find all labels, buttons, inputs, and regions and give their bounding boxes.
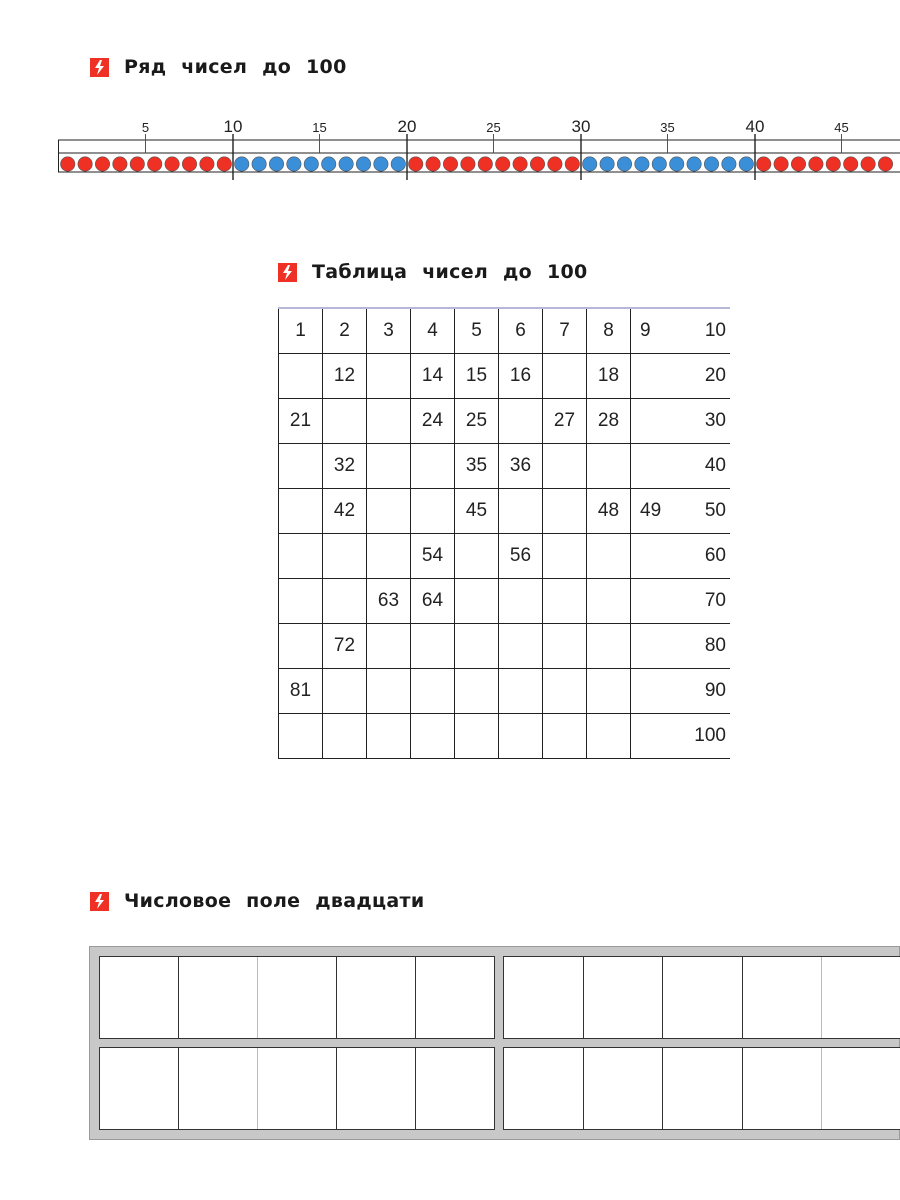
ruler-dot	[235, 157, 249, 171]
table-cell	[279, 489, 323, 534]
ruler-minor-label: 15	[312, 120, 327, 135]
ruler-dot	[269, 157, 283, 171]
field-cell	[337, 1048, 416, 1129]
table-cell	[499, 489, 543, 534]
ruler-dot	[861, 157, 875, 171]
table-cell: 32	[323, 444, 367, 489]
ruler-dot	[78, 157, 92, 171]
table-cell	[279, 714, 323, 759]
table-cell	[323, 714, 367, 759]
table-cell	[499, 579, 543, 624]
table-cell: 56	[499, 534, 543, 579]
ruler-dot	[826, 157, 840, 171]
table-cell	[323, 669, 367, 714]
table-cell: 16	[499, 354, 543, 399]
table-cell	[455, 579, 499, 624]
table-cell	[411, 444, 455, 489]
ruler-dot	[670, 157, 684, 171]
ruler-dot	[304, 157, 318, 171]
table-cell	[279, 444, 323, 489]
table-cell	[587, 579, 631, 624]
table-cell	[455, 669, 499, 714]
field-cell	[822, 1048, 900, 1129]
table-cell	[543, 444, 587, 489]
table-row	[279, 399, 731, 444]
table-cell: 50	[683, 489, 730, 534]
ruler-dot	[739, 157, 753, 171]
field-frame-bottom-left	[99, 1047, 495, 1130]
table-cell: 4	[411, 308, 455, 354]
table-cell: 72	[323, 624, 367, 669]
twenty-field	[89, 946, 900, 1140]
number-ruler	[58, 112, 900, 182]
table-cell: 81	[279, 669, 323, 714]
table-cell: 24	[411, 399, 455, 444]
table-cell: 63	[367, 579, 411, 624]
field-cell	[337, 957, 416, 1038]
table-cell	[367, 354, 411, 399]
table-cell: 15	[455, 354, 499, 399]
ruler-dot	[617, 157, 631, 171]
ruler-dot	[565, 157, 579, 171]
table-cell	[499, 669, 543, 714]
ruler-dot	[356, 157, 370, 171]
table-cell	[411, 624, 455, 669]
table-cell	[499, 624, 543, 669]
table-cell	[543, 534, 587, 579]
table-cell	[411, 714, 455, 759]
table-cell	[323, 534, 367, 579]
table-cell: 7	[543, 308, 587, 354]
number-table-title: Таблица чисел до 100	[312, 261, 588, 283]
table-cell	[323, 399, 367, 444]
table-cell: 40	[683, 444, 730, 489]
number-field-title: Числовое поле двадцати	[124, 890, 425, 912]
ruler-major-label: 40	[745, 117, 765, 136]
ruler-dot	[113, 157, 127, 171]
table-cell: 3	[367, 308, 411, 354]
ruler-dot	[148, 157, 162, 171]
table-cell	[455, 534, 499, 579]
table-row	[279, 534, 731, 579]
ruler-dot	[548, 157, 562, 171]
ruler-dot	[635, 157, 649, 171]
table-cell: 21	[279, 399, 323, 444]
table-cell	[543, 624, 587, 669]
ruler-dot	[217, 157, 231, 171]
ruler-dot	[478, 157, 492, 171]
ruler-minor-label: 35	[660, 120, 675, 135]
table-cell: 42	[323, 489, 367, 534]
table-cell: 20	[683, 354, 730, 399]
table-cell	[631, 624, 684, 669]
ruler-major-label: 30	[571, 117, 591, 136]
table-cell	[367, 624, 411, 669]
ruler-minor-label: 25	[486, 120, 501, 135]
field-cell	[100, 1048, 179, 1129]
table-row	[279, 669, 731, 714]
table-cell: 5	[455, 308, 499, 354]
ruler-dot	[530, 157, 544, 171]
ruler-major-label: 20	[397, 117, 417, 136]
ruler-dot	[687, 157, 701, 171]
table-cell	[499, 399, 543, 444]
table-cell: 30	[683, 399, 730, 444]
ruler-dot	[722, 157, 736, 171]
table-cell	[543, 714, 587, 759]
ruler-dot	[287, 157, 301, 171]
table-cell	[367, 714, 411, 759]
ruler-dot	[878, 157, 892, 171]
table-cell: 64	[411, 579, 455, 624]
ruler-minor-label: 45	[834, 120, 849, 135]
table-cell	[367, 444, 411, 489]
table-cell	[587, 444, 631, 489]
lightning-icon	[90, 58, 109, 77]
ruler-dot	[61, 157, 75, 171]
field-cell	[663, 1048, 743, 1129]
ruler-dot	[600, 157, 614, 171]
table-cell	[279, 534, 323, 579]
table-cell	[543, 354, 587, 399]
table-cell: 1	[279, 308, 323, 354]
table-row	[279, 624, 731, 669]
table-row	[279, 489, 731, 534]
field-frame-top-right	[503, 956, 900, 1039]
ruler-dot	[200, 157, 214, 171]
ruler-dot	[844, 157, 858, 171]
table-cell: 12	[323, 354, 367, 399]
table-cell: 10	[683, 308, 730, 354]
table-cell	[587, 669, 631, 714]
table-cell: 18	[587, 354, 631, 399]
table-row	[279, 354, 731, 399]
field-cell	[416, 957, 494, 1038]
table-cell: 27	[543, 399, 587, 444]
table-cell: 49	[631, 489, 684, 534]
table-cell: 80	[683, 624, 730, 669]
table-cell	[323, 579, 367, 624]
field-cell	[504, 957, 584, 1038]
ruler-dot	[322, 157, 336, 171]
number-row-title: Ряд чисел до 100	[124, 56, 347, 78]
ruler-dot	[339, 157, 353, 171]
table-cell	[587, 714, 631, 759]
table-cell: 45	[455, 489, 499, 534]
table-cell: 8	[587, 308, 631, 354]
ruler-dot	[774, 157, 788, 171]
table-cell: 14	[411, 354, 455, 399]
ruler-dot	[583, 157, 597, 171]
field-frame-top-left	[99, 956, 495, 1039]
number-ruler-graphic	[58, 112, 900, 182]
table-cell	[631, 669, 684, 714]
field-cell	[179, 1048, 258, 1129]
number-field-heading	[90, 890, 424, 912]
table-cell	[631, 714, 684, 759]
table-cell: 25	[455, 399, 499, 444]
ruler-dot	[409, 157, 423, 171]
ruler-dot	[809, 157, 823, 171]
field-cell	[258, 1048, 337, 1129]
table-cell	[631, 579, 684, 624]
table-cell	[631, 354, 684, 399]
table-cell: 2	[323, 308, 367, 354]
table-cell: 100	[683, 714, 730, 759]
ruler-dot	[496, 157, 510, 171]
ruler-dot	[513, 157, 527, 171]
ruler-dot	[95, 157, 109, 171]
table-cell: 36	[499, 444, 543, 489]
table-row	[279, 308, 731, 354]
table-cell: 60	[683, 534, 730, 579]
field-cell	[743, 1048, 823, 1129]
field-frame-bottom-right	[503, 1047, 900, 1130]
table-cell: 54	[411, 534, 455, 579]
number-row-heading	[90, 56, 347, 78]
table-cell	[455, 714, 499, 759]
table-cell	[543, 489, 587, 534]
table-cell: 70	[683, 579, 730, 624]
table-cell: 35	[455, 444, 499, 489]
table-cell	[279, 354, 323, 399]
number-table-heading	[278, 261, 588, 283]
table-cell	[587, 534, 631, 579]
ruler-major-label: 10	[223, 117, 243, 136]
table-cell	[499, 714, 543, 759]
table-cell	[631, 399, 684, 444]
ruler-dot	[252, 157, 266, 171]
lightning-icon	[90, 892, 109, 911]
field-cell	[416, 1048, 494, 1129]
table-cell	[631, 534, 684, 579]
table-cell	[543, 669, 587, 714]
table-row	[279, 444, 731, 489]
field-cell	[504, 1048, 584, 1129]
ruler-dot	[791, 157, 805, 171]
table-cell	[587, 624, 631, 669]
field-cell	[663, 957, 743, 1038]
table-cell	[279, 624, 323, 669]
ruler-dot	[426, 157, 440, 171]
field-cell	[179, 957, 258, 1038]
ruler-dot	[652, 157, 666, 171]
field-cell	[258, 957, 337, 1038]
ruler-dot	[182, 157, 196, 171]
ruler-minor-label: 5	[141, 120, 150, 135]
ruler-dot	[757, 157, 771, 171]
hundred-table	[278, 307, 730, 759]
table-cell	[279, 579, 323, 624]
table-cell: 28	[587, 399, 631, 444]
field-cell	[743, 957, 823, 1038]
table-cell	[367, 399, 411, 444]
field-cell	[100, 957, 179, 1038]
ruler-dot	[461, 157, 475, 171]
table-cell	[367, 489, 411, 534]
ruler-dot	[374, 157, 388, 171]
field-cell	[822, 957, 900, 1038]
lightning-icon	[278, 263, 297, 282]
table-cell	[543, 579, 587, 624]
table-cell: 48	[587, 489, 631, 534]
ruler-dot	[704, 157, 718, 171]
table-cell	[367, 669, 411, 714]
table-cell	[455, 624, 499, 669]
table-row	[279, 579, 731, 624]
ruler-dot	[130, 157, 144, 171]
table-cell: 9	[631, 308, 684, 354]
field-cell	[584, 957, 664, 1038]
table-row	[279, 714, 731, 759]
field-cell	[584, 1048, 664, 1129]
table-cell	[367, 534, 411, 579]
ruler-dot	[443, 157, 457, 171]
table-cell: 6	[499, 308, 543, 354]
ruler-dot	[165, 157, 179, 171]
table-cell	[411, 489, 455, 534]
table-cell	[631, 444, 684, 489]
ruler-dot	[391, 157, 405, 171]
table-cell: 90	[683, 669, 730, 714]
table-cell	[411, 669, 455, 714]
